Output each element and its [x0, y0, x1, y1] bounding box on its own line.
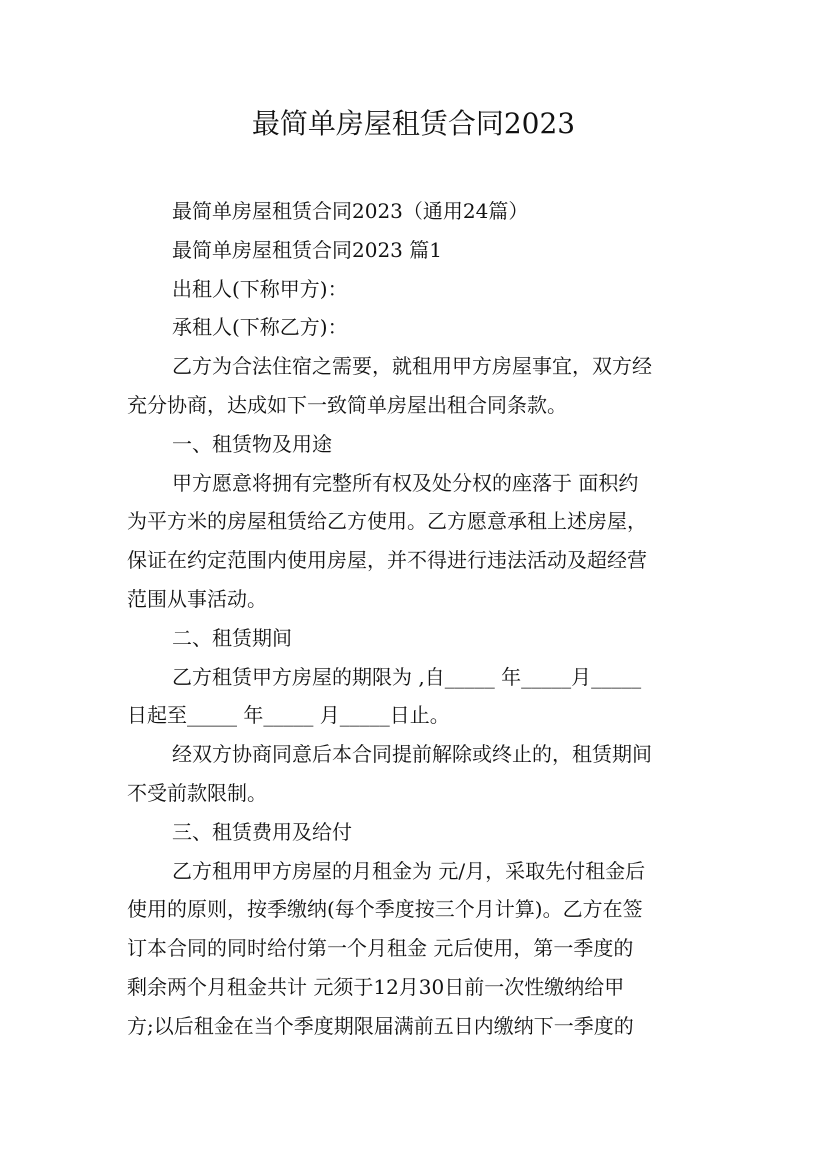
paragraph-line: 出租人(下称甲方)：	[172, 276, 348, 301]
paragraph-line: 承租人(下称乙方)：	[172, 315, 348, 340]
document-body	[127, 192, 703, 1046]
section-heading: 一、租赁物及用途	[172, 431, 332, 456]
paragraph-line: 保证在约定范围内使用房屋，并不得进行违法活动及超经营	[127, 548, 647, 573]
paragraph-line: 乙方为合法住宿之需要，就租用甲方房屋事宜，双方经	[172, 354, 652, 379]
paragraph-line: 不受前款限制。	[127, 780, 267, 805]
paragraph-line: 最简单房屋租赁合同2023 篇1	[172, 237, 442, 262]
section-heading: 二、租赁期间	[172, 625, 292, 650]
paragraph-line: 剩余两个月租金共计 元须于12月30日前一次性缴纳给甲	[127, 974, 625, 999]
paragraph-line: 最简单房屋租赁合同2023（通用24篇）	[172, 199, 529, 223]
paragraph-line: 方;以后租金在当个季度期限届满前五日内缴纳下一季度的	[127, 1013, 634, 1038]
document-title: 最简单房屋租赁合同2023	[251, 107, 576, 140]
paragraph-line: 甲方愿意将拥有完整所有权及处分权的座落于 面积约	[172, 470, 639, 495]
paragraph-line: 经双方协商同意后本合同提前解除或终止的，租赁期间	[172, 742, 652, 767]
paragraph-line: 充分协商，达成如下一致简单房屋出租合同条款。	[127, 392, 567, 417]
paragraph-line: 日起至_____ 年_____ 月_____日止。	[127, 703, 450, 728]
paragraph-line: 订本合同的同时给付第一个月租金 元后使用，第一季度的	[127, 936, 634, 961]
paragraph-line: 范围从事活动。	[127, 586, 267, 611]
section-heading: 三、租赁费用及给付	[172, 819, 352, 844]
paragraph-line: 为平方米的房屋租赁给乙方使用。乙方愿意承租上述房屋，	[127, 509, 647, 534]
paragraph-line: 乙方租赁甲方房屋的期限为 ,自_____ 年_____月_____	[172, 664, 642, 689]
paragraph-line: 乙方租用甲方房屋的月租金为 元/月，采取先付租金后	[172, 858, 646, 883]
paragraph-line: 使用的原则，按季缴纳(每个季度按三个月计算)。乙方在签	[127, 897, 643, 922]
